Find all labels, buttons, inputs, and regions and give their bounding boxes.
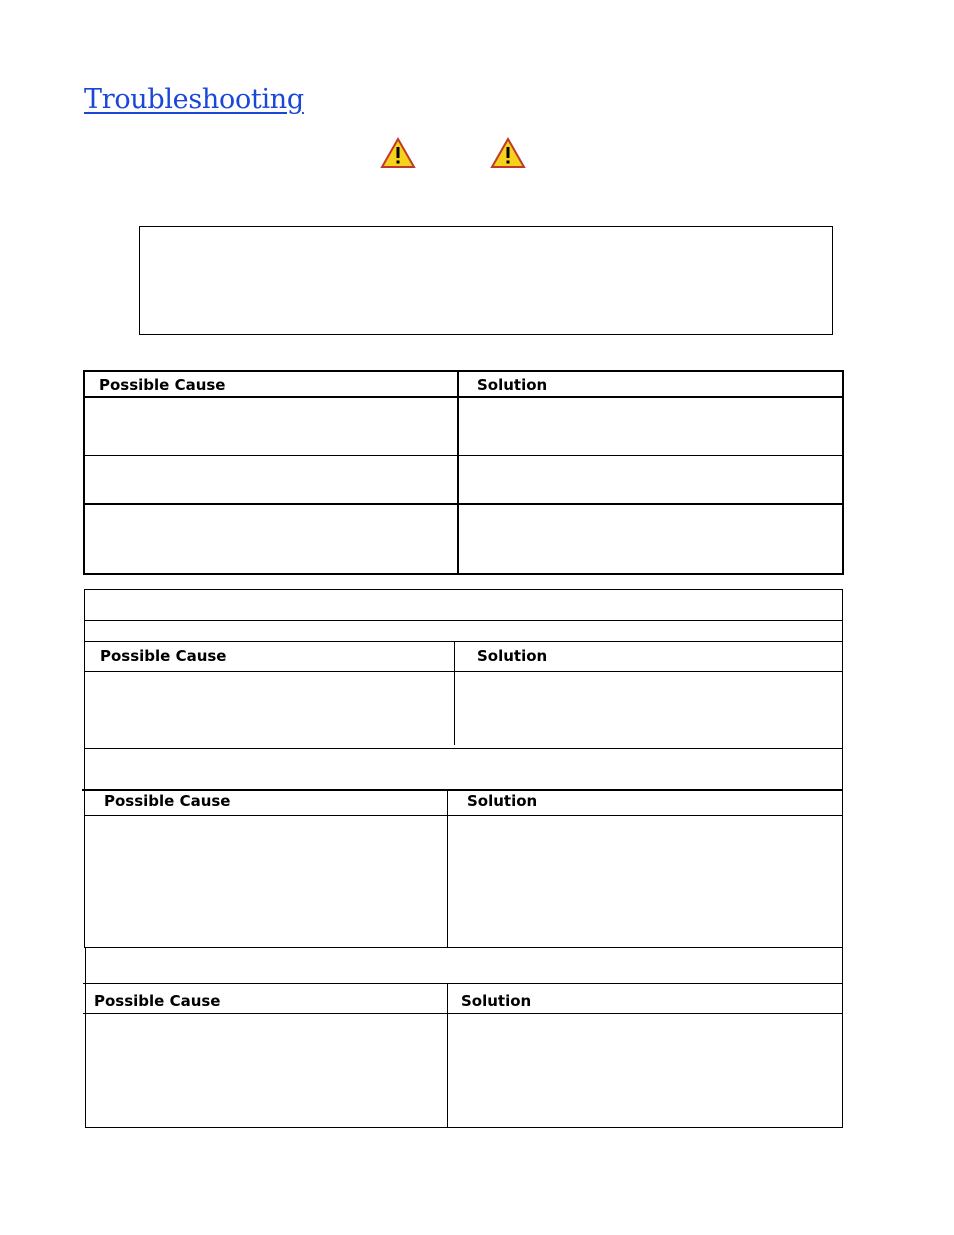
warning-triangle-icon [490, 137, 526, 169]
possible-cause-header: Possible Cause [94, 992, 221, 1010]
column-divider [454, 641, 455, 745]
header-divider [84, 671, 843, 672]
header-divider [83, 1013, 843, 1014]
column-divider [447, 791, 448, 947]
possible-cause-header: Possible Cause [100, 647, 227, 665]
page-title[interactable]: Troubleshooting [84, 84, 304, 115]
row-divider [83, 983, 843, 984]
row-divider [82, 789, 843, 791]
column-divider [457, 371, 459, 574]
table-border [84, 589, 843, 749]
row-divider [84, 503, 843, 505]
header-divider [84, 396, 843, 398]
solution-header: Solution [477, 376, 548, 394]
row-divider [84, 641, 843, 642]
column-divider [447, 984, 448, 1127]
solution-header: Solution [461, 992, 532, 1010]
warning-triangle-icon [380, 137, 416, 169]
possible-cause-header: Possible Cause [104, 792, 231, 810]
possible-cause-header: Possible Cause [99, 376, 226, 394]
table-border [83, 370, 844, 575]
table-border [85, 947, 843, 1128]
row-divider [84, 620, 843, 621]
row-divider [84, 455, 843, 456]
notice-box [139, 226, 833, 335]
header-divider [84, 815, 843, 816]
solution-header: Solution [467, 792, 538, 810]
solution-header: Solution [477, 647, 548, 665]
table-border [84, 748, 843, 948]
